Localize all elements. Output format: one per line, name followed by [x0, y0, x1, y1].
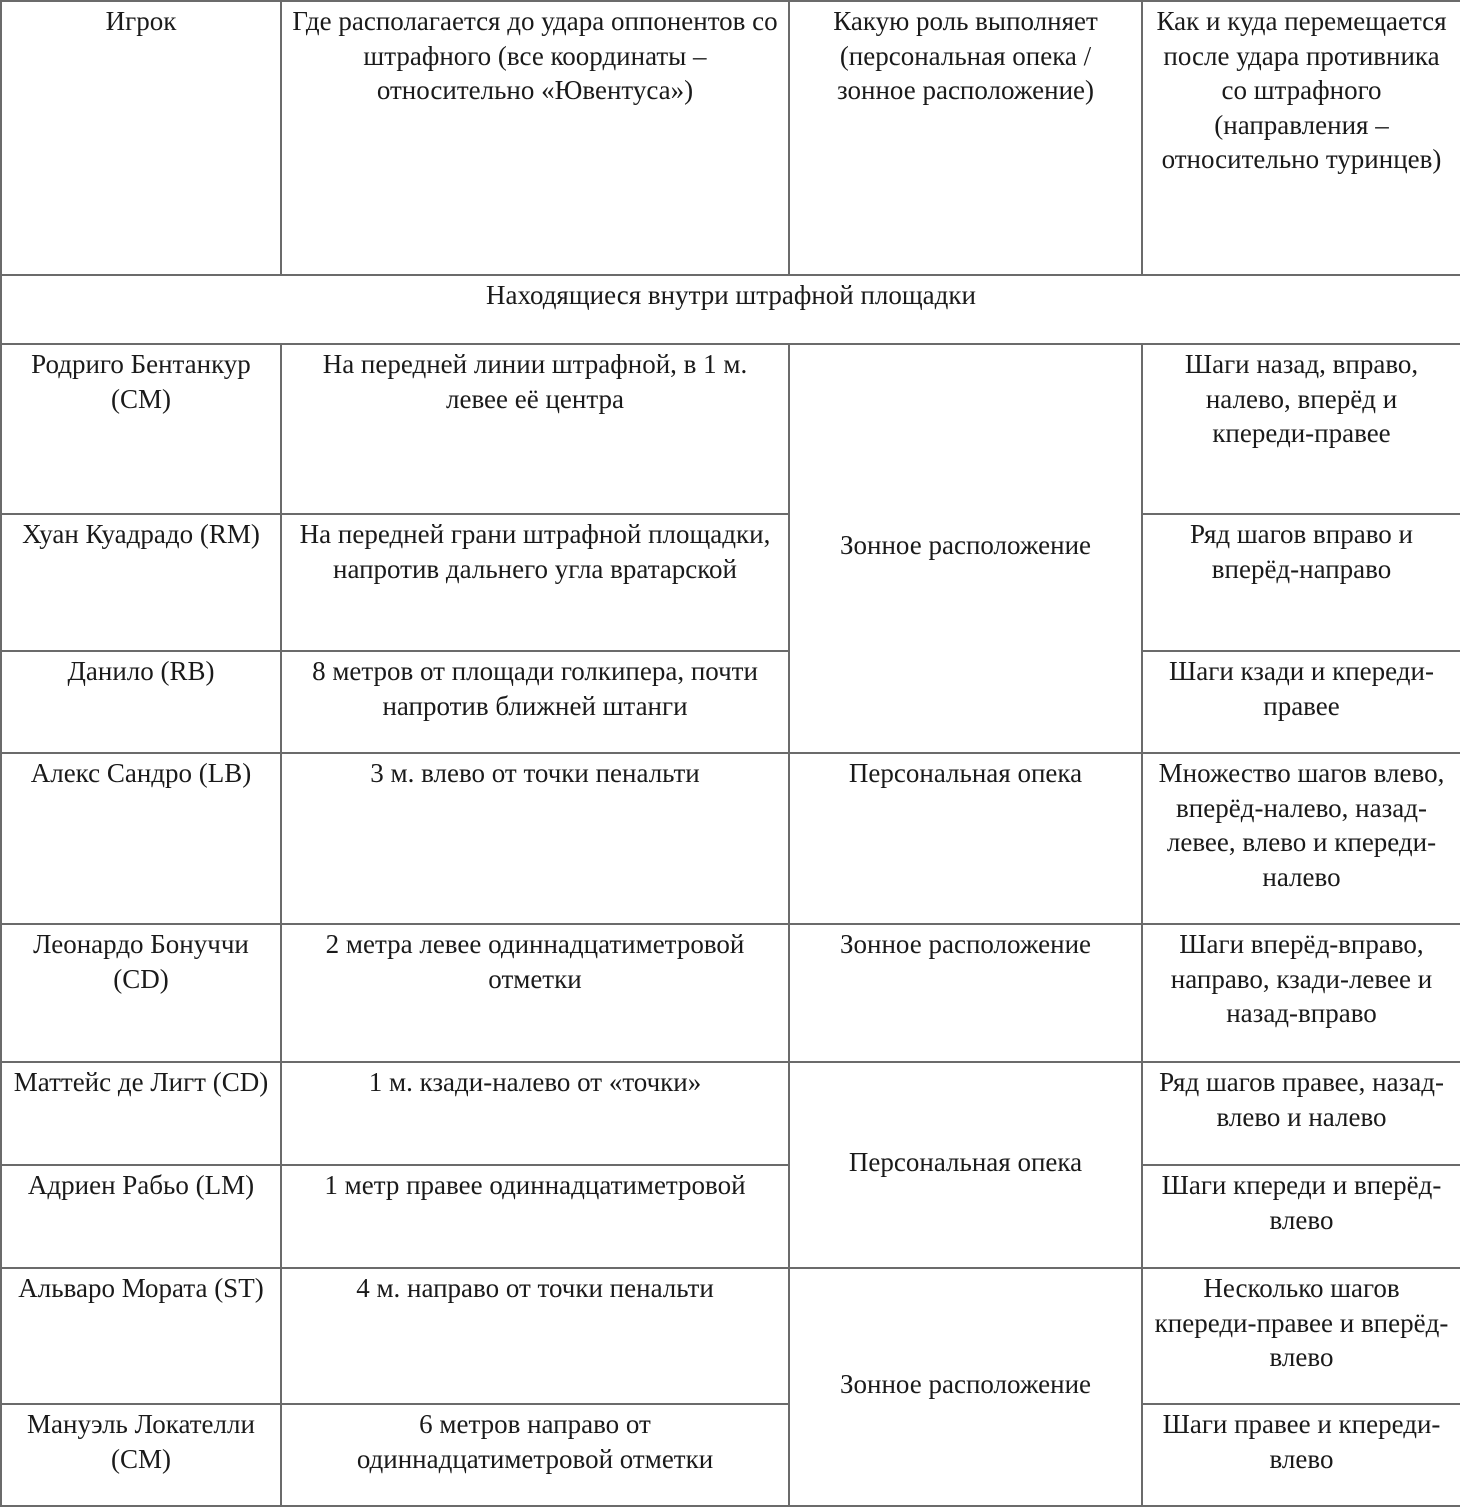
player-cell: Альваро Мората (ST) [1, 1268, 281, 1404]
position-cell: 4 м. направо от точки пенальти [281, 1268, 789, 1404]
role-cell [789, 344, 1142, 753]
table-row [1, 924, 1460, 1062]
header-movement: Как и куда перемещается после удара противника со штрафного (направления – относительно туринцев) [1142, 1, 1460, 275]
header-row [1, 1, 1460, 275]
player-cell: Мануэль Локателли (CM) [1, 1404, 281, 1506]
movement-cell: Множество шагов влево, вперёд-налево, назад-левее, влево и кпереди-налево [1142, 753, 1460, 924]
table-row [1, 514, 1460, 651]
movement-cell: Шаги вперёд-вправо, направо, кзади-левее и назад-вправо [1142, 924, 1460, 1062]
role-label: Зонное расположение [839, 530, 1091, 561]
section-title: Находящиеся внутри штрафной площадки [1, 275, 1460, 344]
table-row [1, 344, 1460, 514]
role-cell [789, 1062, 1142, 1268]
position-cell: На передней линии штрафной, в 1 м. левее её центра [281, 344, 789, 514]
position-cell: 1 м. кзади-налево от «точки» [281, 1062, 789, 1165]
movement-cell: Шаги правее и кпереди-влево [1142, 1404, 1460, 1506]
header-role: Какую роль выполняет (персональная опека / зонное расположение) [789, 1, 1142, 275]
table-row [1, 1165, 1460, 1268]
table-row [1, 1268, 1460, 1404]
role-label: Персональная опека [848, 1146, 1083, 1177]
player-cell: Данило (RB) [1, 651, 281, 753]
position-cell: 1 метр правее одиннадцатиметровой [281, 1165, 789, 1268]
table-row [1, 753, 1460, 924]
role-cell [789, 1268, 1142, 1506]
player-cell: Маттейс де Лигт (CD) [1, 1062, 281, 1165]
role-cell: Персональная опека [789, 753, 1142, 924]
movement-cell: Шаги кзади и кпереди-правее [1142, 651, 1460, 753]
player-cell: Леонардо Бонуччи (CD) [1, 924, 281, 1062]
position-cell: 8 метров от площади голкипера, почти напротив ближней штанги [281, 651, 789, 753]
header-position: Где располагается до удара оппонентов со штрафного (все координаты – относительно «Ювентуса») [281, 1, 789, 275]
role-label: Зонное расположение [839, 1368, 1091, 1399]
movement-cell: Несколько шагов кпереди-правее и вперёд-влево [1142, 1268, 1460, 1404]
table-row [1, 651, 1460, 753]
movement-cell: Шаги назад, вправо, налево, вперёд и кпереди-правее [1142, 344, 1460, 514]
movement-cell: Шаги кпереди и вперёд-влево [1142, 1165, 1460, 1268]
table-row [1, 1404, 1460, 1506]
player-cell: Адриен Рабьо (LM) [1, 1165, 281, 1268]
position-cell: 2 метра левее одиннадцатиметровой отметки [281, 924, 789, 1062]
player-cell: Алекс Сандро (LB) [1, 753, 281, 924]
role-cell: Зонное расположение [789, 924, 1142, 1062]
position-cell: 6 метров направо от одиннадцатиметровой отметки [281, 1404, 789, 1506]
table-row [1, 1062, 1460, 1165]
header-player: Игрок [1, 1, 281, 275]
movement-cell: Ряд шагов правее, назад-влево и налево [1142, 1062, 1460, 1165]
position-cell: На передней грани штрафной площадки, напротив дальнего угла вратарской [281, 514, 789, 651]
section-row [1, 275, 1460, 344]
player-cell: Хуан Куадрадо (RM) [1, 514, 281, 651]
position-cell: 3 м. влево от точки пенальти [281, 753, 789, 924]
movement-cell: Ряд шагов вправо и вперёд-направо [1142, 514, 1460, 651]
player-cell: Родриго Бентанкур (CM) [1, 344, 281, 514]
